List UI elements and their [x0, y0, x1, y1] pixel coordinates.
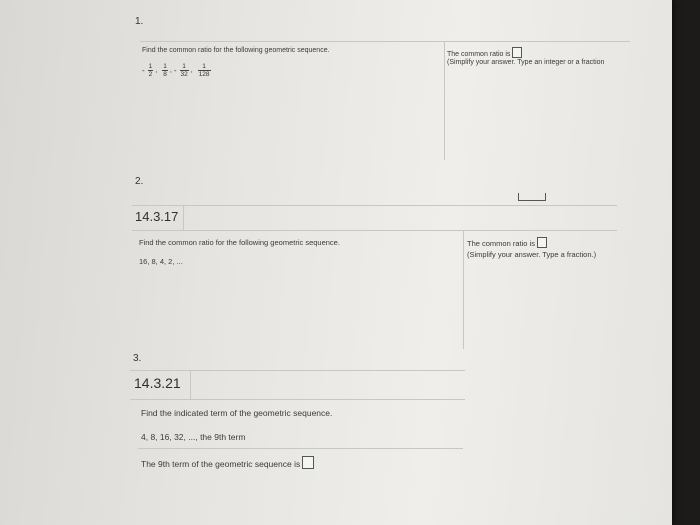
q2-prompt: Find the common ratio for the following geometric sequence. — [139, 238, 340, 247]
q3-sequence: 4, 8, 16, 32, ..., the 9th term — [141, 432, 246, 442]
q1-term-4: $\frac{1}{128}$ — [198, 63, 210, 78]
q1-term-1: $\frac{1}{2}$ — [148, 63, 153, 78]
question-3-number: 3. — [133, 353, 142, 364]
q1-divider — [140, 41, 630, 42]
q1-answer-input[interactable] — [512, 47, 522, 58]
question-1-number: 1. — [135, 16, 144, 27]
q2-section-title: 14.3.17 — [135, 209, 179, 224]
q3-prompt: Find the indicated term of the geometric sequence. — [141, 408, 333, 418]
q1-term-3: $\frac{1}{32}$ — [180, 63, 188, 78]
q2-header-top-line — [132, 205, 617, 206]
q3-header-top-line — [130, 370, 465, 371]
question-2-number: 2. — [135, 176, 144, 187]
q1-answer-row — [447, 47, 522, 58]
q2-sequence: 16, 8, 4, 2, ... — [139, 257, 183, 266]
page-fold-mark — [518, 193, 546, 201]
q2-title-divider — [183, 206, 184, 230]
q3-title-divider — [190, 371, 191, 399]
q2-hint: (Simplify your answer. Type a fraction.) — [467, 250, 597, 259]
q2-answer-label: The common ratio is — [467, 239, 535, 248]
q3-answer-label: The 9th term of the geometric sequence is — [141, 459, 301, 469]
q1-prompt: Find the common ratio for the following geometric sequence. — [142, 47, 330, 54]
q3-answer-divider — [138, 448, 463, 449]
q3-section-title: 14.3.21 — [134, 375, 181, 391]
q2-header-bottom-line — [132, 230, 617, 231]
q3-answer-input[interactable] — [302, 456, 314, 469]
q2-column-divider — [463, 231, 464, 349]
q1-term-2: $\frac{1}{8}$ — [163, 63, 167, 78]
q3-answer-row — [141, 456, 314, 469]
q3-header-bottom-line — [130, 399, 465, 400]
q1-answer-label: The common ratio is — [447, 51, 511, 58]
q1-term-3-sign: - — [173, 66, 177, 75]
q1-column-divider — [444, 42, 445, 160]
q2-answer-row — [467, 237, 547, 248]
q2-answer-input[interactable] — [537, 237, 547, 248]
q1-sequence: - $\frac{1}{2}$ , $\frac{1}{8}$ , - $\frac{1}{32}$ , $\frac{1}{128}$ — [142, 63, 210, 78]
q1-term-1-sign: - — [142, 66, 145, 75]
q1-hint: (Simplify your answer. Type an integer or a fraction — [447, 59, 605, 66]
